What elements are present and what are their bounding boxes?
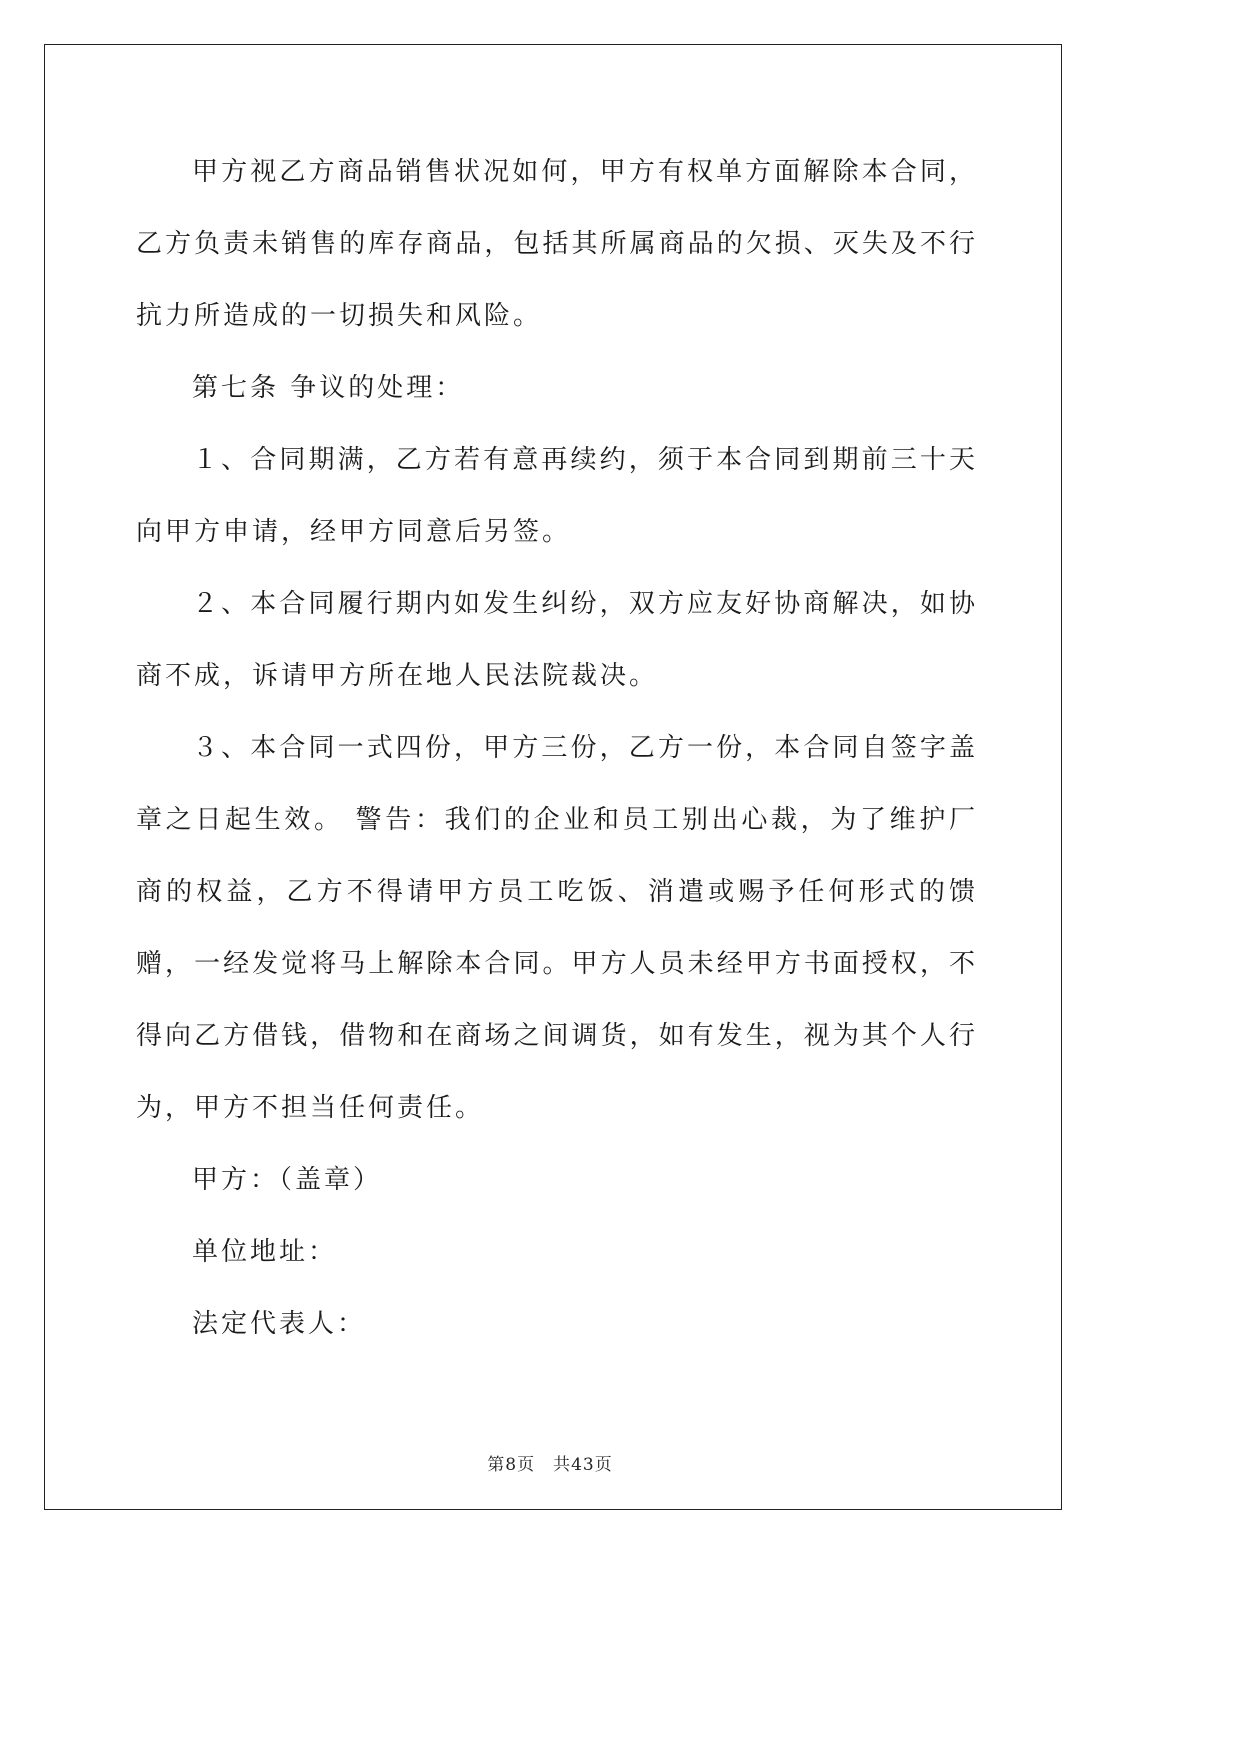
address-line: 单位地址：: [192, 1237, 338, 1267]
total-suffix: 页: [594, 1455, 613, 1475]
total-pages: 43: [571, 1455, 595, 1475]
page-footer: [0, 1450, 1100, 1475]
section-heading-disputes: 第七条 争议的处理：: [192, 373, 465, 403]
legal-representative-line: 法定代表人：: [192, 1309, 367, 1339]
clause-1-renewal: １、合同期满，乙方若有意再续约，须于本合同到期前三十天向甲方申请，经甲方同意后另签。: [136, 445, 978, 547]
total-prefix: 共: [553, 1455, 572, 1475]
document-body: [136, 136, 978, 1360]
page-number: 8: [505, 1455, 518, 1475]
party-a-seal-line: 甲方：（盖章）: [192, 1165, 383, 1195]
clause-3-effective: ３、本合同一式四份，甲方三份，乙方一份，本合同自签字盖章之日起生效。 警告：我们的企业和员工别出心裁，为了维护厂商的权益，乙方不得请甲方员工吃饭、消遣或赐予任何形式的馈赠，一经发觉将马上解除本合同。甲方人员未经甲方书面授权，不得向乙方借钱，借物和在商场之间调货，如有发生，视为其个人行为，甲方不担当任何责任。: [136, 733, 978, 1123]
paragraph-termination: 甲方视乙方商品销售状况如何，甲方有权单方面解除本合同，乙方负责未销售的库存商品，包括其所属商品的欠损、灭失及不行抗力所造成的一切损失和风险。: [136, 157, 978, 331]
page-prefix: 第: [487, 1455, 506, 1475]
clause-2-dispute: ２、本合同履行期内如发生纠纷，双方应友好协商解决，如协商不成，诉请甲方所在地人民法院裁决。: [136, 589, 978, 691]
page-suffix: 页: [517, 1455, 536, 1475]
